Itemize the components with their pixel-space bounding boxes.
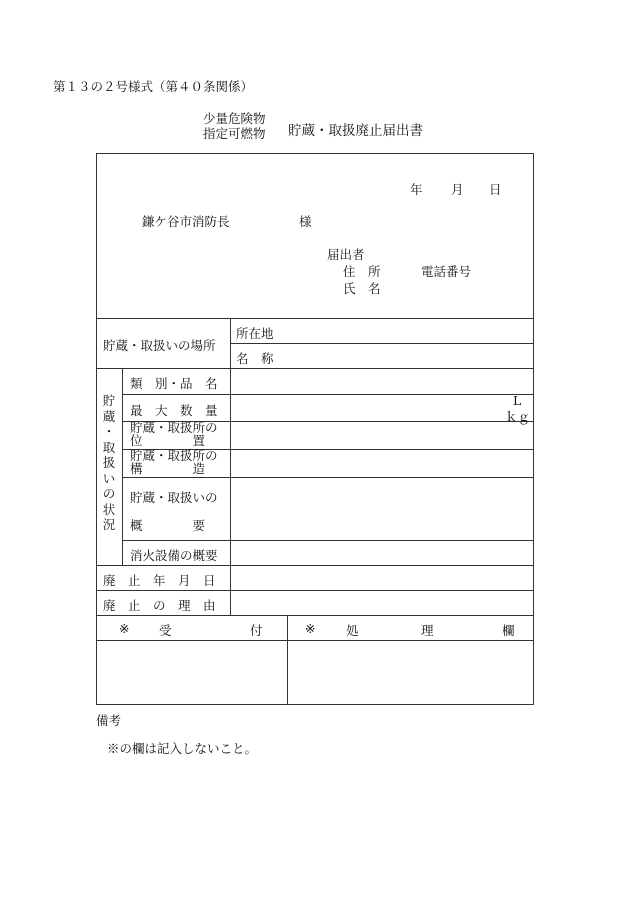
notes-heading: 備考 — [96, 713, 122, 728]
position-label: 貯蔵・取扱所の 位 置 — [130, 420, 218, 448]
receipt-char-2: 付 — [250, 623, 263, 638]
date-day: 日 — [489, 182, 502, 197]
process-mark: ※ — [305, 621, 316, 636]
location-name-label: 名 称 — [236, 351, 274, 366]
process-char-3: 欄 — [502, 623, 515, 638]
phone-label: 電話番号 — [421, 264, 472, 279]
honorific: 様 — [299, 214, 312, 229]
process-char-2: 理 — [421, 623, 434, 638]
process-char-1: 処 — [346, 623, 359, 638]
name-label: 氏 名 — [343, 281, 381, 296]
form-number: 第１３の２号様式（第４０条関係） — [53, 79, 254, 94]
title-line2: 指定可燃物 — [203, 126, 266, 141]
title-line1: 少量危険物 — [203, 111, 266, 126]
notes-item: ※の欄は記入しないこと。 — [107, 741, 258, 756]
page-title: 貯蔵・取扱廃止届出書 — [288, 123, 423, 139]
location-label: 貯蔵・取扱いの場所 — [103, 338, 216, 353]
abolition-date-label: 廃 止 年 月 日 — [103, 573, 216, 588]
fire-equipment-label: 消火設備の概要 — [130, 548, 218, 563]
outline-label-line2: 概 要 — [130, 518, 206, 533]
date-month: 月 — [451, 182, 464, 197]
abolition-reason-label: 廃 止 の 理 由 — [103, 598, 216, 613]
notifier-label: 届出者 — [327, 247, 365, 262]
outline-label-line1: 貯蔵・取扱いの — [130, 490, 218, 505]
receipt-mark: ※ — [119, 621, 130, 636]
address-label: 住 所 — [343, 264, 381, 279]
structure-label: 貯蔵・取扱所の 構 造 — [130, 448, 218, 476]
receipt-char-1: 受 — [159, 623, 172, 638]
location-address-label: 所在地 — [236, 326, 274, 341]
unit-kilogram: ｋｇ — [505, 409, 531, 424]
max-quantity-label: 最 大 数 量 — [130, 403, 218, 418]
date-year: 年 — [410, 182, 423, 197]
addressee: 鎌ケ谷市消防長 — [142, 214, 230, 229]
unit-liter: L — [513, 393, 522, 408]
type-name-label: 類 別・品 名 — [130, 376, 218, 391]
status-label: 貯 蔵 ・ 取 扱 い の 状 況 — [102, 393, 116, 532]
